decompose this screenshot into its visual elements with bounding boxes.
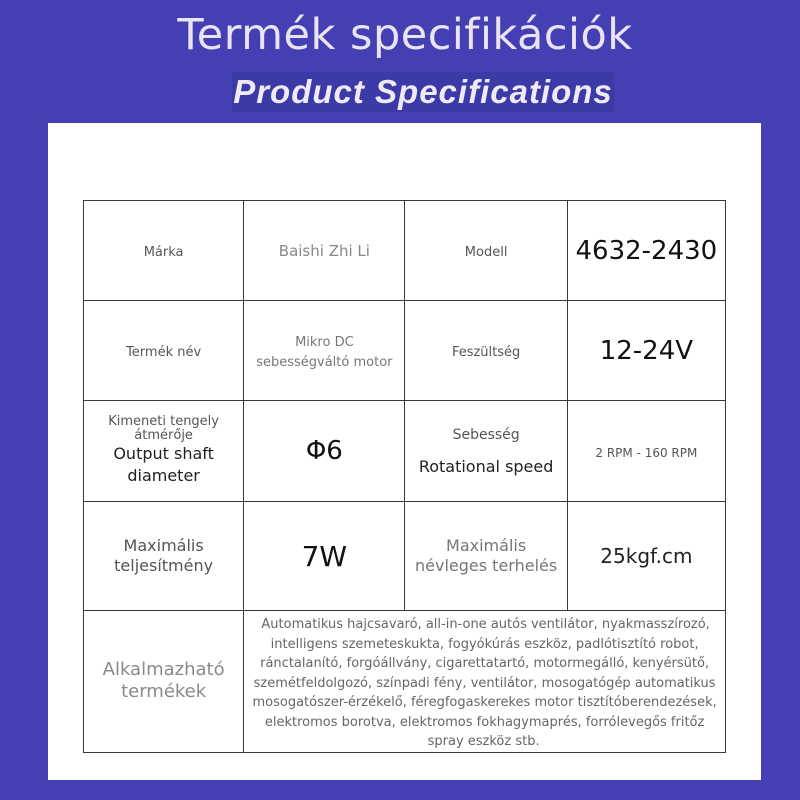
applicable-label: Alkalmazható termékek: [84, 611, 244, 753]
page-title: Termék specifikációk: [177, 10, 633, 60]
page-subtitle: Product Specifications: [233, 73, 613, 110]
shaft-label: [84, 401, 244, 502]
table-row: [84, 502, 726, 611]
table-row: [84, 401, 726, 502]
model-label: Modell: [405, 201, 567, 301]
shaft-value: Φ6: [244, 401, 405, 502]
product-name-value: Mikro DC sebességváltó motor: [244, 301, 405, 401]
voltage-value: 12-24V: [567, 301, 725, 401]
brand-label: Márka: [84, 201, 244, 301]
max-load-value: 25kgf.cm: [567, 502, 725, 611]
model-value: 4632-2430: [567, 201, 725, 301]
product-name-label: Termék név: [84, 301, 244, 401]
voltage-label: Feszültség: [405, 301, 567, 401]
brand-value: Baishi Zhi Li: [244, 201, 405, 301]
shaft-label-en: Output shaft diameter: [113, 444, 214, 485]
speed-label-en: Rotational speed: [418, 456, 554, 476]
shaft-label-hu: Kimeneti tengely átmérője: [108, 414, 219, 443]
specification-table: [83, 200, 726, 753]
max-load-label: Maximális névleges terhelés: [405, 502, 567, 611]
speed-value: 2 RPM - 160 RPM: [567, 401, 725, 502]
table-row: [84, 611, 726, 753]
table-row: [84, 201, 726, 301]
speed-label-hu: Sebesség: [452, 426, 520, 443]
max-power-value: 7W: [244, 502, 405, 611]
table-row: [84, 301, 726, 401]
applicable-value: Automatikus hajcsavaró, all-in-one autós ventilátor, nyakmasszírozó, intelligens szemeteskukta, fogyókúrás eszköz, padlótisztító robot, ránctalanító, forgóállvány, cigarettatartó, motormegálló, kenyérsütő, szemétfeldolgozó, színpadi fény, ventilátor, mosogatógép automatikus mosogatószer-érzékelő, féregfogaskerekes motor tisztítóberendezések, elektromos borotva, elektromos fokhagymaprés, forrólevegős fritőz spray eszköz stb.: [244, 611, 726, 753]
speed-label: [405, 401, 567, 502]
max-power-label: Maximális teljesítmény: [84, 502, 244, 611]
